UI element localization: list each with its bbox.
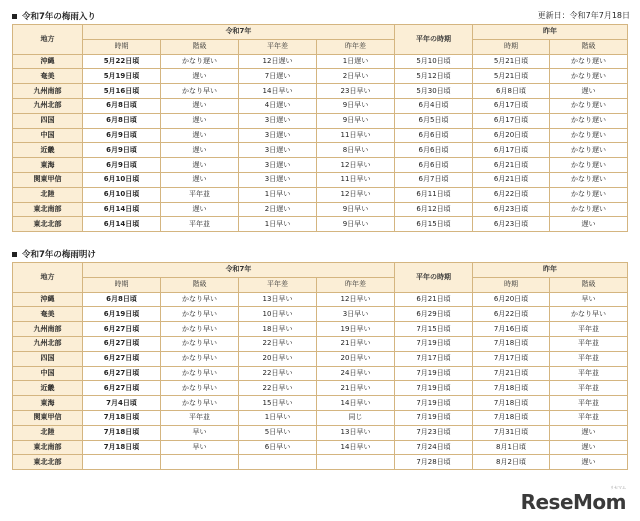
cell-region: 東北北部 [13, 217, 83, 232]
cell-vs-normal: 3日遅い [239, 113, 317, 128]
cell-vs-normal: 22日早い [239, 381, 317, 396]
cell-ly-level: 平年並 [550, 381, 628, 396]
cell-normal: 7月19日頃 [395, 381, 473, 396]
header-ly-level: 階級 [550, 39, 628, 54]
cell-ly-level: かなり遅い [550, 98, 628, 113]
table-row [13, 187, 628, 202]
cell-time: 7月18日頃 [83, 440, 161, 455]
cell-ly-level: かなり遅い [550, 172, 628, 187]
header-vs-last: 昨年差 [317, 277, 395, 292]
cell-level: 平年並 [161, 187, 239, 202]
cell-time: 6月14日頃 [83, 217, 161, 232]
cell-level: 遅い [161, 158, 239, 173]
cell-ly-level: 遅い [550, 217, 628, 232]
cell-vs-last: 11日早い [317, 172, 395, 187]
tsuyuake-table [12, 262, 628, 470]
cell-normal: 6月15日頃 [395, 217, 473, 232]
cell-level: 遅い [161, 202, 239, 217]
table-row [13, 366, 628, 381]
section-title-text: 令和7年の梅雨明け [22, 250, 96, 260]
cell-vs-last [317, 455, 395, 470]
cell-vs-last: 2日早い [317, 69, 395, 84]
cell-ly-level: 平年並 [550, 351, 628, 366]
table-row [13, 322, 628, 337]
cell-time: 5月16日頃 [83, 84, 161, 99]
table-row [13, 425, 628, 440]
cell-ly-time: 7月18日頃 [473, 396, 550, 411]
cell-region: 関東甲信 [13, 410, 83, 425]
cell-ly-time: 5月21日頃 [473, 69, 550, 84]
header-this-year: 令和7年 [83, 25, 395, 40]
cell-ly-time: 7月18日頃 [473, 381, 550, 396]
cell-ly-time: 7月21日頃 [473, 366, 550, 381]
cell-level: 遅い [161, 113, 239, 128]
cell-region: 奄美 [13, 69, 83, 84]
cell-time: 6月27日頃 [83, 322, 161, 337]
square-bullet-icon [12, 252, 17, 257]
table-row [13, 381, 628, 396]
cell-vs-normal: 22日早い [239, 336, 317, 351]
section-title-tsuyuiri [12, 10, 96, 22]
table-row [13, 113, 628, 128]
cell-time [83, 455, 161, 470]
cell-region: 四国 [13, 113, 83, 128]
cell-level: かなり早い [161, 322, 239, 337]
cell-vs-normal: 20日早い [239, 351, 317, 366]
cell-time: 6月27日頃 [83, 351, 161, 366]
cell-time: 6月27日頃 [83, 381, 161, 396]
cell-ly-time: 7月18日頃 [473, 336, 550, 351]
cell-level: かなり遅い [161, 54, 239, 69]
cell-ly-time: 8月2日頃 [473, 455, 550, 470]
cell-time: 6月27日頃 [83, 366, 161, 381]
cell-region: 中国 [13, 366, 83, 381]
cell-region: 東海 [13, 158, 83, 173]
cell-ly-level: かなり遅い [550, 128, 628, 143]
cell-level: 遅い [161, 69, 239, 84]
cell-ly-level: 遅い [550, 455, 628, 470]
cell-region: 東北南部 [13, 202, 83, 217]
cell-ly-time: 6月17日頃 [473, 143, 550, 158]
header-vs-last: 昨年差 [317, 39, 395, 54]
cell-region: 九州南部 [13, 322, 83, 337]
cell-ly-time: 7月31日頃 [473, 425, 550, 440]
cell-level: かなり早い [161, 396, 239, 411]
cell-ly-level: かなり遅い [550, 54, 628, 69]
cell-ly-time: 6月20日頃 [473, 128, 550, 143]
cell-ly-time: 8月1日頃 [473, 440, 550, 455]
cell-vs-normal: 4日遅い [239, 98, 317, 113]
cell-vs-normal: 18日早い [239, 322, 317, 337]
cell-region: 関東甲信 [13, 172, 83, 187]
cell-vs-last: 9日早い [317, 202, 395, 217]
table-row [13, 336, 628, 351]
header-time: 時期 [83, 39, 161, 54]
cell-ly-level: 遅い [550, 425, 628, 440]
header-level: 階級 [161, 277, 239, 292]
table-row [13, 172, 628, 187]
cell-vs-last: 24日早い [317, 366, 395, 381]
header-region: 地方 [13, 263, 83, 293]
cell-ly-time: 6月17日頃 [473, 113, 550, 128]
cell-vs-last: 3日早い [317, 307, 395, 322]
table-row [13, 292, 628, 307]
cell-region: 東海 [13, 396, 83, 411]
cell-ly-level: かなり遅い [550, 202, 628, 217]
brand-ruby: リセマム [610, 485, 626, 490]
cell-ly-level: かなり遅い [550, 69, 628, 84]
cell-ly-level: かなり早い [550, 307, 628, 322]
cell-vs-normal: 10日早い [239, 307, 317, 322]
header-normal: 平年の時期 [395, 263, 473, 293]
cell-time: 6月8日頃 [83, 113, 161, 128]
cell-vs-last: 14日早い [317, 396, 395, 411]
cell-level: 遅い [161, 143, 239, 158]
cell-vs-last: 14日早い [317, 440, 395, 455]
cell-normal: 6月12日頃 [395, 202, 473, 217]
cell-vs-last: 23日早い [317, 84, 395, 99]
cell-time: 6月9日頃 [83, 158, 161, 173]
cell-vs-last: 1日遅い [317, 54, 395, 69]
cell-vs-normal: 14日早い [239, 84, 317, 99]
cell-ly-time: 6月22日頃 [473, 187, 550, 202]
table-row [13, 202, 628, 217]
cell-ly-time: 6月21日頃 [473, 158, 550, 173]
cell-normal: 7月19日頃 [395, 410, 473, 425]
cell-ly-level: かなり遅い [550, 158, 628, 173]
updated-date: 更新日：令和7年7月18日 [537, 11, 630, 20]
cell-region: 東北北部 [13, 455, 83, 470]
cell-vs-normal: 12日遅い [239, 54, 317, 69]
cell-level: かなり早い [161, 381, 239, 396]
header-ly-time: 時期 [473, 277, 550, 292]
table-row [13, 217, 628, 232]
cell-vs-last: 20日早い [317, 351, 395, 366]
cell-vs-last: 12日早い [317, 187, 395, 202]
cell-level: かなり早い [161, 366, 239, 381]
cell-level: 早い [161, 440, 239, 455]
cell-time: 6月9日頃 [83, 143, 161, 158]
cell-region: 奄美 [13, 307, 83, 322]
cell-ly-time: 5月21日頃 [473, 54, 550, 69]
cell-vs-last: 9日早い [317, 217, 395, 232]
cell-region: 北陸 [13, 425, 83, 440]
cell-level: 遅い [161, 128, 239, 143]
cell-level: 遅い [161, 98, 239, 113]
cell-vs-normal: 15日早い [239, 396, 317, 411]
cell-level: かなり早い [161, 84, 239, 99]
cell-region: 東北南部 [13, 440, 83, 455]
cell-normal: 6月29日頃 [395, 307, 473, 322]
table-row [13, 351, 628, 366]
cell-vs-last: 21日早い [317, 336, 395, 351]
cell-normal: 6月6日頃 [395, 143, 473, 158]
cell-normal: 7月28日頃 [395, 455, 473, 470]
cell-vs-last: 21日早い [317, 381, 395, 396]
cell-level: かなり早い [161, 307, 239, 322]
cell-ly-level: 平年並 [550, 366, 628, 381]
cell-region: 九州北部 [13, 336, 83, 351]
cell-level: かなり早い [161, 351, 239, 366]
cell-normal: 5月10日頃 [395, 54, 473, 69]
cell-vs-last: 13日早い [317, 425, 395, 440]
cell-normal: 5月12日頃 [395, 69, 473, 84]
cell-region: 近畿 [13, 381, 83, 396]
cell-normal: 7月15日頃 [395, 322, 473, 337]
cell-normal: 6月6日頃 [395, 158, 473, 173]
cell-vs-normal: 1日早い [239, 187, 317, 202]
table-row [13, 410, 628, 425]
cell-vs-normal: 2日遅い [239, 202, 317, 217]
cell-ly-level: 平年並 [550, 322, 628, 337]
cell-level: 平年並 [161, 410, 239, 425]
cell-ly-time: 6月8日頃 [473, 84, 550, 99]
cell-region: 近畿 [13, 143, 83, 158]
tsuyuiri-table [12, 24, 628, 232]
cell-vs-normal: 5日早い [239, 425, 317, 440]
cell-ly-time: 6月21日頃 [473, 172, 550, 187]
cell-vs-last: 12日早い [317, 292, 395, 307]
cell-vs-normal [239, 455, 317, 470]
cell-ly-time: 7月16日頃 [473, 322, 550, 337]
cell-level: 平年並 [161, 217, 239, 232]
cell-normal: 6月6日頃 [395, 128, 473, 143]
cell-time: 6月8日頃 [83, 292, 161, 307]
header-ly-time: 時期 [473, 39, 550, 54]
cell-level [161, 455, 239, 470]
cell-level: かなり早い [161, 336, 239, 351]
header-last-year: 昨年 [473, 25, 628, 40]
cell-normal: 7月19日頃 [395, 366, 473, 381]
cell-vs-normal: 1日早い [239, 410, 317, 425]
cell-normal: 7月19日頃 [395, 396, 473, 411]
cell-normal: 7月23日頃 [395, 425, 473, 440]
cell-normal: 6月4日頃 [395, 98, 473, 113]
cell-time: 6月27日頃 [83, 336, 161, 351]
cell-time: 6月10日頃 [83, 187, 161, 202]
table-row [13, 128, 628, 143]
table-row [13, 307, 628, 322]
cell-normal: 7月19日頃 [395, 336, 473, 351]
cell-ly-time: 7月17日頃 [473, 351, 550, 366]
table-row [13, 396, 628, 411]
header-vs-normal: 平年差 [239, 277, 317, 292]
header-time: 時期 [83, 277, 161, 292]
cell-time: 6月8日頃 [83, 98, 161, 113]
cell-ly-level: かなり遅い [550, 143, 628, 158]
cell-ly-level: 早い [550, 292, 628, 307]
table-row [13, 69, 628, 84]
table-row [13, 158, 628, 173]
cell-normal: 6月5日頃 [395, 113, 473, 128]
header-this-year: 令和7年 [83, 263, 395, 278]
cell-ly-time: 6月23日頃 [473, 217, 550, 232]
cell-ly-time: 6月17日頃 [473, 98, 550, 113]
cell-vs-last: 同じ [317, 410, 395, 425]
cell-region: 九州南部 [13, 84, 83, 99]
resemom-logo: ReseMom [520, 490, 626, 514]
cell-vs-normal: 3日遅い [239, 172, 317, 187]
cell-region: 沖縄 [13, 292, 83, 307]
cell-vs-normal: 3日遅い [239, 128, 317, 143]
cell-region: 中国 [13, 128, 83, 143]
table-row [13, 440, 628, 455]
cell-time: 5月22日頃 [83, 54, 161, 69]
cell-level: かなり早い [161, 292, 239, 307]
cell-ly-level: 平年並 [550, 396, 628, 411]
cell-normal: 7月24日頃 [395, 440, 473, 455]
header-ly-level: 階級 [550, 277, 628, 292]
cell-level: 遅い [161, 172, 239, 187]
cell-vs-last: 19日早い [317, 322, 395, 337]
cell-ly-level: かなり遅い [550, 113, 628, 128]
cell-normal: 5月30日頃 [395, 84, 473, 99]
cell-ly-time: 6月20日頃 [473, 292, 550, 307]
section-title-tsuyuake [12, 248, 96, 260]
cell-ly-time: 6月22日頃 [473, 307, 550, 322]
cell-vs-normal: 6日早い [239, 440, 317, 455]
cell-vs-last: 12日早い [317, 158, 395, 173]
cell-vs-normal: 3日遅い [239, 158, 317, 173]
cell-time: 6月9日頃 [83, 128, 161, 143]
cell-ly-time: 6月23日頃 [473, 202, 550, 217]
table-row [13, 98, 628, 113]
header-vs-normal: 平年差 [239, 39, 317, 54]
cell-region: 北陸 [13, 187, 83, 202]
cell-time: 7月18日頃 [83, 425, 161, 440]
header-region: 地方 [13, 25, 83, 55]
cell-ly-level: 平年並 [550, 410, 628, 425]
cell-vs-normal: 13日早い [239, 292, 317, 307]
cell-ly-level: かなり遅い [550, 187, 628, 202]
cell-time: 6月14日頃 [83, 202, 161, 217]
cell-ly-level: 遅い [550, 84, 628, 99]
cell-vs-last: 8日早い [317, 143, 395, 158]
cell-region: 沖縄 [13, 54, 83, 69]
square-bullet-icon [12, 14, 17, 19]
cell-time: 6月19日頃 [83, 307, 161, 322]
table-row [13, 143, 628, 158]
cell-vs-normal: 3日遅い [239, 143, 317, 158]
cell-vs-normal: 22日早い [239, 366, 317, 381]
header-normal: 平年の時期 [395, 25, 473, 55]
cell-vs-normal: 7日遅い [239, 69, 317, 84]
cell-normal: 6月7日頃 [395, 172, 473, 187]
cell-region: 九州北部 [13, 98, 83, 113]
cell-normal: 6月21日頃 [395, 292, 473, 307]
cell-normal: 6月11日頃 [395, 187, 473, 202]
cell-time: 6月10日頃 [83, 172, 161, 187]
header-last-year: 昨年 [473, 263, 628, 278]
table-row [13, 84, 628, 99]
cell-time: 7月4日頃 [83, 396, 161, 411]
cell-time: 7月18日頃 [83, 410, 161, 425]
cell-vs-normal: 1日早い [239, 217, 317, 232]
header-level: 階級 [161, 39, 239, 54]
cell-ly-time: 7月18日頃 [473, 410, 550, 425]
cell-vs-last: 11日早い [317, 128, 395, 143]
cell-ly-level: 平年並 [550, 336, 628, 351]
cell-vs-last: 9日早い [317, 113, 395, 128]
cell-vs-last: 9日早い [317, 98, 395, 113]
cell-level: 早い [161, 425, 239, 440]
cell-time: 5月19日頃 [83, 69, 161, 84]
table-row [13, 54, 628, 69]
table-row [13, 455, 628, 470]
cell-normal: 7月17日頃 [395, 351, 473, 366]
section-title-text: 令和7年の梅雨入り [22, 12, 96, 22]
cell-region: 四国 [13, 351, 83, 366]
cell-ly-level: 遅い [550, 440, 628, 455]
